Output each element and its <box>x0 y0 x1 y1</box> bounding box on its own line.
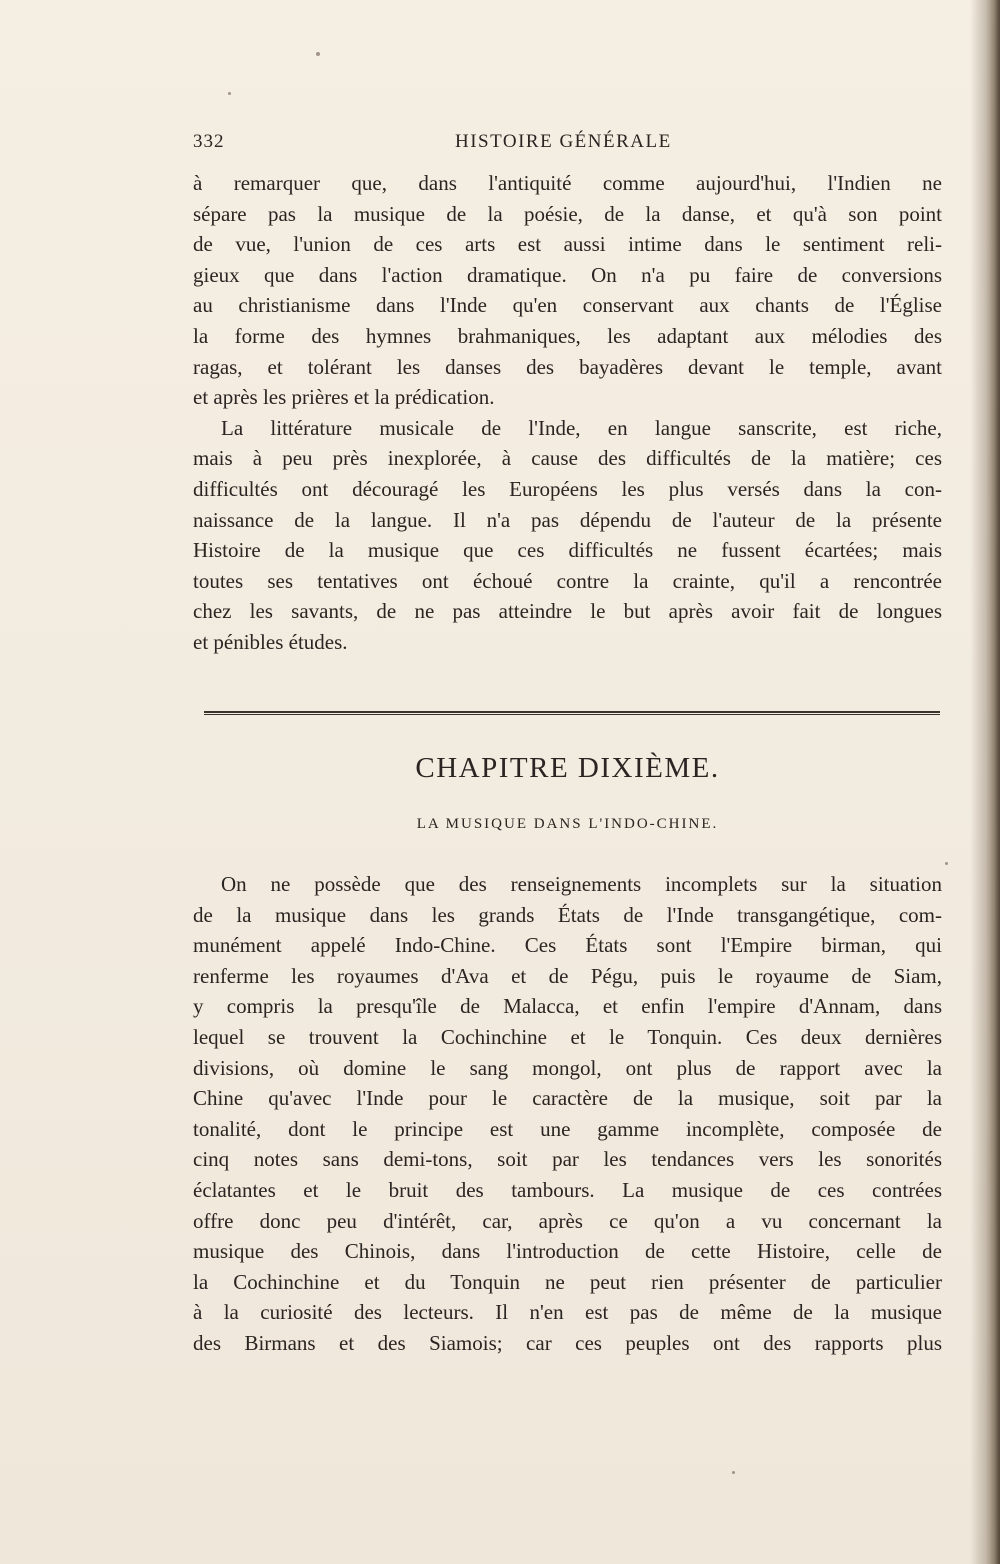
text-line: Histoire de la musique que ces difficultés ne fussent écartées; mais <box>193 538 942 563</box>
page-edge-shadow <box>986 0 1000 1564</box>
text-line: sépare pas la musique de la poésie, de la danse, et qu'à son point <box>193 201 942 226</box>
text-line: On ne possède que des renseignements incomplets sur la situation <box>221 872 942 896</box>
text-line: ragas, et tolérant les danses des bayadères devant le temple, avant <box>193 354 942 379</box>
text-line: y compris la presqu'île de Malacca, et enfin l'empire d'Annam, dans <box>193 994 942 1019</box>
text-line: la Cochinchine et du Tonquin ne peut rien présenter de particulier <box>193 1269 942 1294</box>
paper-speck <box>732 1471 735 1474</box>
text-line: munément appelé Indo-Chine. Ces États sont l'Empire birman, qui <box>193 933 942 958</box>
running-head <box>193 131 942 157</box>
text-line: toutes ses tentatives ont échoué contre la crainte, qu'il a rencontrée <box>193 568 942 593</box>
page-number: 332 <box>193 131 225 152</box>
text-line: difficultés ont découragé les Européens les plus versés dans la con- <box>193 476 942 501</box>
text-line: naissance de la langue. Il n'a pas dépendu de l'auteur de la présente <box>193 507 942 532</box>
chapter-body <box>193 869 942 1359</box>
paragraphs-before-chapter <box>193 168 942 658</box>
text-line: de vue, l'union de ces arts est aussi intime dans le sentiment reli- <box>193 232 942 257</box>
text-line: gieux que dans l'action dramatique. On n'a pu faire de conversions <box>193 262 942 287</box>
text-line: La littérature musicale de l'Inde, en langue sanscrite, est riche, <box>221 415 942 440</box>
text-line: de la musique dans les grands États de l'Inde transgangétique, com- <box>193 902 942 927</box>
text-line: divisions, où domine le sang mongol, ont plus de rapport avec la <box>193 1055 942 1080</box>
paper-speck <box>316 52 320 56</box>
text-line: cinq notes sans demi-tons, soit par les tendances vers les sonorités <box>193 1147 942 1172</box>
chapter-subtitle: LA MUSIQUE DANS L'INDO-CHINE. <box>416 816 719 832</box>
paper-speck <box>228 92 231 95</box>
text-line: des Birmans et des Siamois; car ces peuples ont des rapports plus <box>193 1330 942 1355</box>
text-line: musique des Chinois, dans l'introduction de cette Histoire, celle de <box>193 1239 942 1264</box>
text-line: et après les prières et la prédication. <box>193 385 495 410</box>
text-line: offre donc peu d'intérêt, car, après ce qu'on a vu concernant la <box>193 1208 942 1233</box>
text-line: éclatantes et le bruit des tambours. La musique de ces contrées <box>193 1177 942 1202</box>
text-line: à remarquer que, dans l'antiquité comme aujourd'hui, l'Indien ne <box>193 171 942 195</box>
chapter-divider-rule <box>204 711 940 715</box>
text-line: lequel se trouvent la Cochinchine et le Tonquin. Ces deux dernières <box>193 1024 942 1049</box>
running-head-title: HISTOIRE GÉNÉRALE <box>455 131 672 152</box>
text-line: chez les savants, de ne pas atteindre le but après avoir fait de longues <box>193 599 942 624</box>
text-line: tonalité, dont le principe est une gamme incomplète, composée de <box>193 1116 942 1141</box>
text-line: mais à peu près inexplorée, à cause des difficultés de la matière; ces <box>193 446 942 471</box>
chapter-title: CHAPITRE DIXIÈME. <box>415 752 720 784</box>
text-line: la forme des hymnes brahmaniques, les adaptant aux mélodies des <box>193 323 942 348</box>
text-line: renferme les royaumes d'Ava et de Pégu, puis le royaume de Siam, <box>193 963 942 988</box>
text-line: et pénibles études. <box>193 629 348 654</box>
text-line: au christianisme dans l'Inde qu'en conservant aux chants de l'Église <box>193 293 942 318</box>
text-line: à la curiosité des lecteurs. Il n'en est pas de même de la musique <box>193 1300 942 1325</box>
paper-speck <box>945 862 948 865</box>
text-line: Chine qu'avec l'Inde pour le caractère de la musique, soit par la <box>193 1086 942 1111</box>
